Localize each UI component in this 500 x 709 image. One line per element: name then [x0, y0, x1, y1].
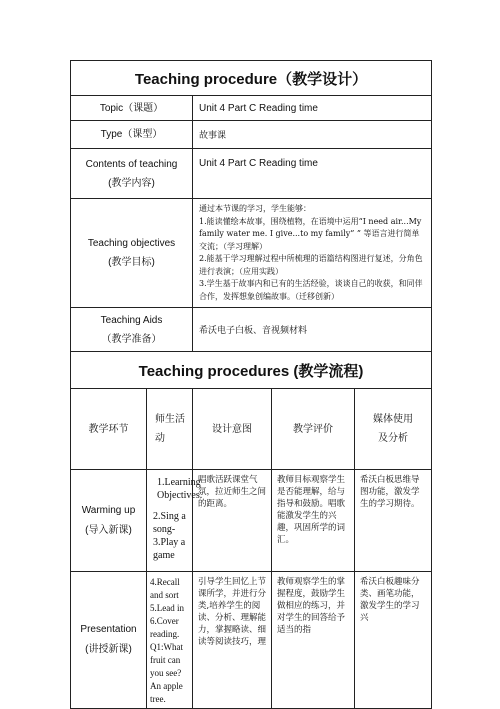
- header-eval: 教学评价: [272, 389, 355, 470]
- table-row: [71, 470, 432, 572]
- objectives-content: [193, 199, 432, 308]
- aids-value: 希沃电子白板、音视频材料: [193, 308, 432, 352]
- header-intent: 设计意图: [193, 389, 272, 470]
- objectives-line: 2.能基于学习理解过程中所梳理的语篇结构图进行复述，分角色进行表演；（应用实践）: [199, 254, 423, 276]
- stage-name-en: Presentation: [80, 624, 137, 635]
- type-label: Type（课型）: [71, 121, 193, 149]
- aids-label-en: Teaching Aids: [100, 314, 163, 326]
- activity-line: 4.Recall and sort: [150, 577, 180, 600]
- stage-name-cn: (导入新课): [85, 524, 132, 536]
- intent-cell: 唱歌活跃课堂气氛，拉近师生之间的距离。: [193, 470, 272, 572]
- activity-line: Q1:What fruit can you see?: [150, 642, 183, 678]
- activity-line: 2.Sing a song-: [153, 511, 186, 535]
- stage-name-en: Warming up: [81, 504, 136, 516]
- stage-cell: [71, 470, 147, 572]
- activity-line: 5.Lead in: [150, 603, 184, 613]
- type-value: 故事课: [193, 121, 432, 149]
- header-media-line2: 及分析: [378, 433, 409, 444]
- aids-label-cn: （教学准备）: [101, 333, 162, 345]
- table-row: [71, 572, 432, 709]
- header-stage: 教学环节: [71, 389, 147, 470]
- media-cell: 希沃白板思维导图功能，激发学生的学习期待。: [355, 470, 432, 572]
- objectives-label-cn: (教学目标): [108, 257, 155, 268]
- activity-cell: [147, 572, 193, 709]
- contents-label: [71, 149, 193, 199]
- eval-cell: 教师目标观察学生是否能理解，给与指导和鼓励。唱歌能激发学生的兴趣，巩固所学的词汇。: [272, 470, 355, 572]
- eval-cell: 教师观察学生的掌握程度，鼓励学生做相应的练习，并对学生的回答给予适当的指: [272, 572, 355, 709]
- stage-cell: [71, 572, 147, 709]
- contents-label-en: Contents of teaching: [85, 158, 178, 170]
- objectives-label: [71, 199, 193, 308]
- activity-line: 6.Cover reading.: [150, 616, 180, 639]
- header-media: [355, 389, 432, 470]
- contents-value: Unit 4 Part C Reading time: [193, 149, 432, 199]
- intent-cell: 引导学生回忆上节课所学，并进行分类,培养学生的阅读、分析、理解能力，掌握略读、细读等阅读技巧，理: [193, 572, 272, 709]
- objectives-line: 3.学生基于故事内和已有的生活经验，谈谈自己的收获，和同伴合作，发挥想象创编故事。（迁移创新）: [199, 279, 423, 301]
- activity-cell: [147, 470, 203, 572]
- activity-line: An apple tree.: [150, 681, 183, 704]
- header-activity: 师生活动: [147, 389, 193, 470]
- topic-value: Unit 4 Part C Reading time: [193, 96, 432, 121]
- section1-title: Teaching procedure（教学设计）: [71, 61, 432, 96]
- topic-label: Topic（课题）: [71, 96, 193, 121]
- section2-title: Teaching procedures (教学流程): [71, 352, 432, 389]
- teaching-plan-table: [70, 60, 432, 709]
- activity-line: 1.Learning Objectives.: [157, 477, 203, 501]
- activity-line: 3.Play a game: [153, 537, 186, 561]
- aids-label: [71, 308, 193, 352]
- contents-label-cn: (教学内容): [108, 177, 155, 189]
- media-cell: 希沃白板趣味分类、画笔功能，激发学生的学习兴: [355, 572, 432, 709]
- objectives-label-en: Teaching objectives: [87, 238, 176, 249]
- header-media-line1: 媒体使用: [373, 414, 414, 425]
- objectives-line: 1.能读懂绘本故事，围绕植物，在语境中运用“I need air...My family water me. I give...to my family” ” 等语言进行简单交流；（学习理解）: [199, 216, 422, 251]
- stage-name-cn: (讲授新课): [85, 644, 132, 655]
- objectives-line: 通过本节课的学习，学生能够：: [199, 204, 311, 213]
